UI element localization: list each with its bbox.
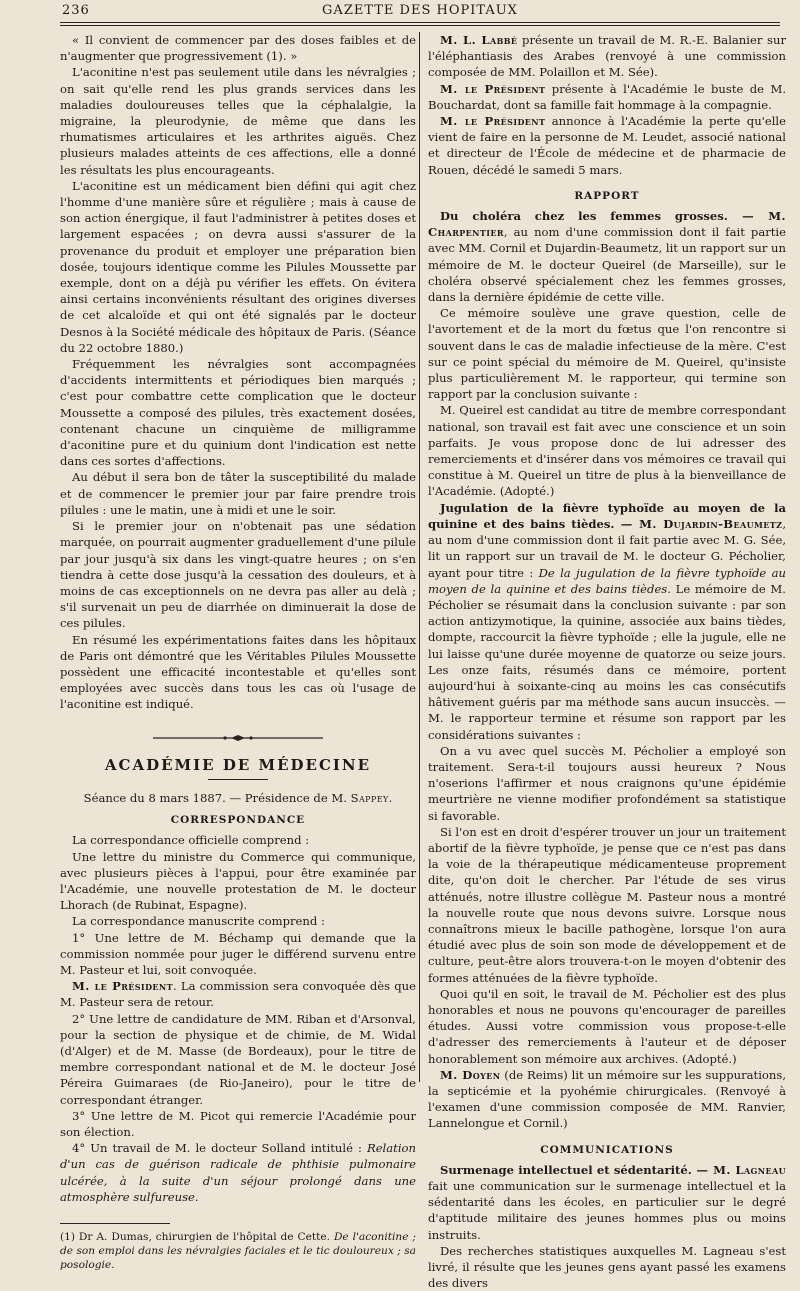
title-rule bbox=[208, 779, 268, 780]
speaker: M. le Président bbox=[440, 81, 546, 96]
paragraph bbox=[60, 978, 416, 1010]
section-ornament bbox=[60, 731, 416, 747]
paragraph-text: fait une communication sur le surmenage intellectuel et la sédentarité dans les écoles, en particulier sur le degré d'aptitude militaire des jeunes hommes plus ou moins instruits. bbox=[428, 1179, 786, 1242]
speaker: M. le Président bbox=[72, 979, 173, 994]
article-title: Jugulation de la fièvre typhoïde au moyen de la quinine et des bains tièdes. bbox=[428, 500, 786, 531]
column-divider bbox=[419, 32, 420, 1082]
seance-line bbox=[60, 790, 416, 806]
paragraph-text: , au nom d'une commission dont il fait partie avec M. G. Sée, lit un rapport sur un travail de M. le docteur G. Pécholier, ayant pour titre : bbox=[428, 516, 786, 580]
speaker: M. L. Labbé bbox=[440, 33, 518, 47]
journal-title: GAZETTE DES HOPITAUX bbox=[322, 3, 518, 18]
paragraph: Au début il sera bon de tâter la susceptibilité du malade et de commencer le premier jour par faire prendre trois pilules : une le matin, une à midi et une le soir. bbox=[60, 470, 416, 517]
speaker: — M. Lagneau bbox=[691, 1162, 786, 1177]
speaker: — M. Dujardin-Beaumetz bbox=[614, 516, 783, 531]
paragraph: Une lettre du ministre du Commerce qui communique, avec plusieurs pièces à l'appui, pour être examinée par l'Académie, une nouvelle protestation de M. le docteur Lhorach (de Rubinat, Espagne). bbox=[60, 849, 416, 913]
paragraph bbox=[428, 500, 786, 743]
paragraph: Ce mémoire soulève une grave question, celle de l'avortement et de la mort du fœtus que l'on rencontre si souvent dans le cas de maladie infectieuse de la mère. C'est sur ce point spécial du mémoire de M. Queirel, qu'insiste plus particulièrement M. le rapporteur, qui termine son rapport par la conclusion suivante : bbox=[428, 306, 786, 402]
rapport-heading: RAPPORT bbox=[574, 189, 640, 202]
paragraph: La correspondance officielle comprend : bbox=[72, 833, 310, 848]
seance-end: . bbox=[388, 790, 393, 805]
paragraph: 1° Une lettre de M. Béchamp qui demande que la commission nommée pour juger le différend survenu entre M. Pasteur et lui, soit convoquée. bbox=[60, 930, 416, 977]
paragraph-text: 4° Un travail de M. le docteur Solland intitulé : bbox=[72, 1141, 367, 1156]
paragraph-text: présente à l'Académie le buste de M. Bouchardat, dont sa famille fait hommage à la compagnie. bbox=[428, 81, 787, 112]
header-rule bbox=[60, 22, 780, 23]
footnote bbox=[60, 1230, 416, 1272]
paragraph: Fréquemment les névralgies sont accompagnées d'accidents intermittents et périodiques bien marqués ; c'est pour combattre cette complication que le docteur Moussette a composé des pilules, très exactement dosées, contenant chacune un cinquième de milligramme d'aconitine pure et du quinium dont l'indication est nette dans ces sortes d'affections. bbox=[60, 357, 416, 469]
academy-title: ACADÉMIE DE MÉDECINE bbox=[104, 755, 372, 774]
page-header bbox=[60, 0, 780, 22]
paragraph-text: . La commission sera convoquée dès que M. Pasteur sera de retour. bbox=[60, 979, 417, 1010]
paragraph bbox=[428, 32, 786, 81]
seance-text: Séance du 8 mars 1887. — Présidence de M. bbox=[83, 790, 351, 805]
paragraph-text: annonce à l'Académie la perte qu'elle vient de faire en la personne de M. Leudet, associé national et directeur de l'École de médecine et de pharmacie de Rouen, décédé le samedi 5 mars. bbox=[428, 114, 786, 177]
correspondance-heading: CORRESPONDANCE bbox=[170, 814, 306, 827]
paragraph-text: . Le mémoire de M. Pécholier se résumait dans la conclusion suivante : par son action antizymotique, la quinine, associée aux bains tièdes, dompte, raccourcit la fièvre typhoïde ; elle la jugule, elle ne lui laisse qu'une durée moyenne de quatorze ou seize jours. Les onze faits, résumés dans ce mémoire, portent aujourd'hui à soixante-cinq au moins les cas consécutifs hâtivement guéris par ma méthode sans aucun insuccès. — M. le rapporteur termine et résume son rapport par les considérations suivantes : bbox=[428, 581, 786, 742]
left-column bbox=[60, 32, 416, 1272]
paragraph: L'aconitine est un médicament bien défini qui agit chez l'homme d'une manière sûre et régulière ; mais à cause de son action énergique, il faut l'administrer à petites doses et largement espacées ; on devra aussi s'assurer de la provenance du produit et employer une préparation bien dosée, toujours identique comme les Pilules Moussette par exemple, dont on a déjà pu vérifier les effets. On évitera ainsi certains inconvénients résultant des origines diverses de cet alcaloïde et qui ont été signalés par le docteur Desnos à la Société médicale des hôpitaux de Paris. (Séance du 22 octobre 1880.) bbox=[60, 178, 416, 355]
article-title: Du choléra chez les femmes grosses. bbox=[440, 209, 728, 224]
paragraph: 3° Une lettre de M. Picot qui remercie l'Académie pour son élection. bbox=[60, 1108, 416, 1139]
president-name: Sappey bbox=[350, 790, 389, 805]
paragraph bbox=[428, 1162, 786, 1243]
paragraph: Si l'on est en droit d'espérer trouver un jour un traitement abortif de la fièvre typhoïde, je pense que ce n'est pas dans la voie de la thérapeutique médicamenteuse proprement dite, qu'on doit le chercher. Par l'étude de ses virus atténués, notre illustre collègue M. Pasteur nous a montré la nouvelle route que nous devons suivre. Lorsque nous connaîtrons mieux le bacille pathogène, lorsque l'on aura étudié avec plus de soin son mode de développement et de culture, peut-être alors trouvera-t-on le moyen d'obtenir des formes atténuées de la fièvre typhoïde. bbox=[428, 824, 786, 985]
paragraph: Des recherches statistiques auxquelles M. Lagneau s'est livré, il résulte que les jeunes gens ayant passé les examens des divers bbox=[428, 1243, 786, 1291]
paragraph bbox=[428, 113, 786, 178]
paragraph: 2° Une lettre de candidature de MM. Riban et d'Arsonval, pour la section de physique et de chimie, de M. Widal (d'Alger) et de M. Masse (de Bordeaux), pour le titre de membre correspondant national et de M. le docteur José Péreira Guimaraes (de Rio-Janeiro), pour le titre de correspondant étranger. bbox=[60, 1011, 416, 1107]
paragraph bbox=[428, 1067, 786, 1132]
paragraph: L'aconitine n'est pas seulement utile dans les névralgies ; on sait qu'elle rend les plus grands services dans les maladies douloureuses telles que la céphalalgie, la migraine, la pleurodynie, de même que dans les rhumatismes articulaires et les arthrites aiguës. Chez plusieurs malades atteints de ces affections, elle a donné les résultats les plus encourageants. bbox=[60, 65, 416, 177]
paragraph: La correspondance manuscrite comprend : bbox=[72, 914, 325, 929]
speaker: M. Doyen bbox=[440, 1067, 501, 1082]
footnote-text: (1) Dr A. Dumas, chirurgien de l'hôpital de Cette. bbox=[60, 1231, 334, 1244]
paragraph bbox=[428, 208, 786, 305]
paragraph: En résumé les expérimentations faites dans les hôpitaux de Paris ont démontré que les Véritables Pilules Moussette possèdent une efficacité incontestable et qu'elles sont employées avec succès dans tous les cas où l'usage de l'aconitine est indiqué. bbox=[60, 632, 416, 712]
right-column bbox=[428, 32, 786, 1291]
paragraph-text: (de Reims) lit un mémoire sur les suppurations, la septicémie et la pyohémie chirurgicales. (Renvoyé à l'examen d'une commission composée de MM. Ranvier, Lannelongue et Cornil.) bbox=[428, 1067, 787, 1131]
paragraph-text: présente un travail de M. R.-E. Balanier sur l'éléphantiasis des Arabes (renvoyé à une commission composée de MM. Polaillon et M. Sée). bbox=[428, 33, 786, 80]
paragraph: M. Queirel est candidat au titre de membre correspondant national, son travail est fait avec une conscience et un soin parfaits. Je vous propose donc de lui adresser des remerciements et d'insérer dans vos mémoires ce travail qui constitue à M. Queirel un titre de plus à la bienveillance de l'Académie. (Adopté.) bbox=[428, 403, 786, 499]
communications-heading: COMMUNICATIONS bbox=[540, 1143, 674, 1156]
footnote-title: De l'aconitine ; de son emploi dans les névralgies faciales et le tic douloureux ; sa posologie. bbox=[60, 1231, 416, 1272]
paragraph bbox=[428, 81, 786, 113]
header-rule-double bbox=[60, 25, 780, 26]
speaker: M. le Président bbox=[440, 114, 546, 129]
work-title: Relation d'un cas de guérison radicale de phthisie pulmonaire ulcérée, à la suite d'un séjour prolongé dans une atmosphère sulfureuse. bbox=[60, 1141, 416, 1204]
ornament-rule-icon bbox=[153, 734, 323, 742]
paragraph: Quoi qu'il en soit, le travail de M. Pécholier est des plus honorables et nous ne pouvons qu'encourager de pareilles études. Aussi votre commission vous propose-t-elle d'adresser des remerciements à l'auteur et de déposer honorablement son mémoire aux archives. (Adopté.) bbox=[428, 986, 786, 1066]
paragraph: « Il convient de commencer par des doses faibles et de n'augmenter que progressivement (1). » bbox=[60, 33, 416, 64]
footnote-rule bbox=[60, 1223, 170, 1224]
work-title: De la jugulation de la fièvre typhoïde au moyen de la quinine et des bains tièdes bbox=[428, 565, 786, 596]
page-number: 236 bbox=[62, 3, 90, 18]
paragraph bbox=[60, 1140, 416, 1205]
paragraph-text: , au nom d'une commission dont il fait partie avec MM. Cornil et Dujardin-Beaumetz, lit un rapport sur un mémoire de M. le docteur Queirel (de Marseille), sur le choléra observé spécialement chez les femmes grosses, dans la dernière épidémie de cette ville. bbox=[428, 225, 786, 305]
article-title: Surmenage intellectuel et sédentarité. bbox=[440, 1162, 692, 1177]
paragraph: On a vu avec quel succès M. Pécholier a employé son traitement. Sera-t-il toujours aussi heureux ? Nous n'oserions l'affirmer et nous craignons qu'une épidémie meurtrière ne vienne modifier profondément sa statistique si favorable. bbox=[428, 743, 786, 823]
speaker: — M. Charpentier bbox=[428, 209, 786, 240]
paragraph: Si le premier jour on n'obtenait pas une sédation marquée, on pourrait augmenter graduellement d'une pilule par jour jusqu'à six dans les vingt-quatre heures ; on s'en tiendra à cette dose jusqu'à la cessation des douleurs, et à moins de cas exceptionnels on ne devra pas aller au delà ; s'il survenait un peu de diarrhée on diminuerait la dose de ces pilules. bbox=[60, 519, 416, 631]
